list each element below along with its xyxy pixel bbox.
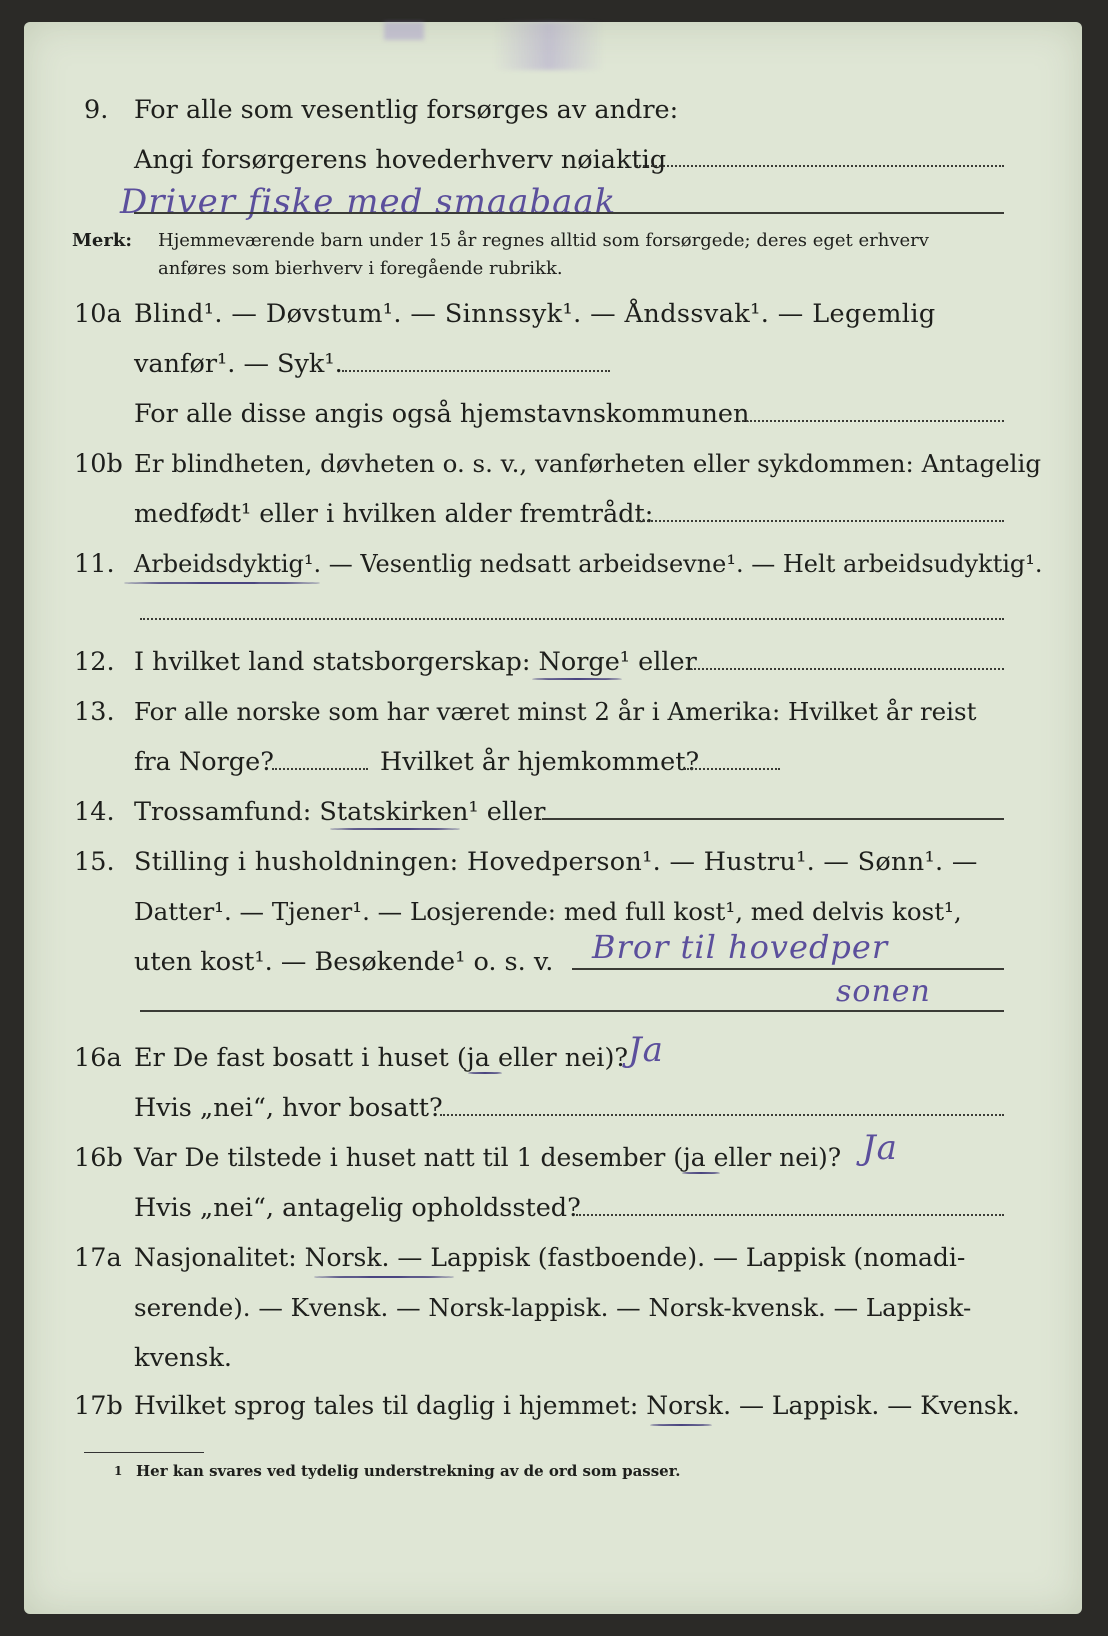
q15-handwritten-answer2: sonen (836, 974, 931, 1009)
q15-line3: uten kost¹. — Besøkende¹ o. s. v. (134, 947, 554, 977)
q16b-number: 16b (74, 1143, 123, 1173)
q13-line1: For alle norske som har været minst 2 år i Amerika: Hvilket år reist (134, 697, 977, 726)
q15-number: 15. (74, 847, 115, 877)
q15-handwritten-answer1: Bror til hovedper (592, 928, 889, 966)
q10b-line2: medfødt¹ eller i hvilken alder fremtrådt: (134, 499, 654, 529)
merk-label: Merk: (72, 230, 132, 251)
q17a-line2: serende). — Kvensk. — Norsk-lappisk. — Norsk-kvensk. — Lappisk- (134, 1293, 972, 1322)
q16a-underline-mark (468, 1072, 502, 1074)
q17b-underline-mark (650, 1424, 712, 1426)
q11-dotted-line (140, 618, 1004, 620)
q15-line1: Stilling i husholdningen: Hovedperson¹. — Hustru¹. — Sønn¹. — (134, 847, 978, 877)
q14-line1: Trossamfund: Statskirken¹ eller (134, 797, 546, 827)
q10a-line3: For alle disse angis også hjemstavnskommunen (134, 399, 750, 429)
q17a-underline-mark (314, 1276, 454, 1278)
census-form-page (24, 22, 1082, 1614)
q15-answer-line2 (140, 1010, 1004, 1012)
merk-line1: Hjemmeværende barn under 15 år regnes alltid som forsørgede; deres eget erhverv (158, 230, 929, 251)
footnote-rule (84, 1452, 204, 1453)
q16b-handwritten-answer: Ja (862, 1128, 898, 1168)
q16a-line1: Er De fast bosatt i huset (ja eller nei)? (134, 1043, 629, 1073)
ink-stamp-mark-small (384, 22, 424, 40)
q12-underline-mark (532, 678, 622, 680)
q17b-number: 17b (74, 1391, 123, 1421)
q10b-number: 10b (74, 449, 123, 479)
q9-line1: For alle som vesentlig forsørges av andre: (134, 95, 679, 125)
q13-number: 13. (74, 697, 115, 727)
q16b-line2: Hvis „nei“, antagelig opholdssted? (134, 1193, 581, 1223)
q9-dotted-line (636, 165, 1004, 167)
q14-number: 14. (74, 797, 115, 827)
q14-underline-mark (330, 828, 460, 830)
q10b-line1: Er blindheten, døvheten o. s. v., vanførheten eller sykdommen: Antagelig (134, 449, 1042, 478)
q13-line2b: Hvilket år hjemkommet? (380, 747, 700, 777)
q9-line2: Angi forsørgerens hovederhverv nøiaktig (134, 145, 667, 175)
q11-underline-mark (124, 582, 320, 584)
q15-line2: Datter¹. — Tjener¹. — Losjerende: med full kost¹, med delvis kost¹, (134, 897, 962, 926)
q11-number: 11. (74, 549, 115, 579)
q16b-line1: Var De tilstede i huset natt til 1 desember (ja eller nei)? (134, 1143, 842, 1172)
q16b-dotted-line (576, 1214, 1004, 1216)
q17a-line1: Nasjonalitet: Norsk. — Lappisk (fastboende). — Lappisk (nomadi- (134, 1243, 966, 1272)
footnote-text: Her kan svares ved tydelig understrekning av de ord som passer. (136, 1462, 681, 1480)
q13-hjem-dotted-line (684, 768, 780, 770)
q10a-number: 10a (74, 299, 122, 329)
q12-number: 12. (74, 647, 115, 677)
q10a-line2: vanfør¹. — Syk¹. (134, 349, 343, 379)
q16a-line2: Hvis „nei“, hvor bosatt? (134, 1093, 443, 1123)
footnote-mark: 1 (114, 1464, 123, 1478)
q16a-handwritten-answer: Ja (628, 1030, 664, 1070)
q17a-number: 17a (74, 1243, 122, 1273)
q17a-line3: kvensk. (134, 1343, 233, 1373)
merk-line2: anføres som bierhverv i foregående rubrikk. (158, 258, 563, 279)
q12-line1: I hvilket land statsborgerskap: Norge¹ eller (134, 647, 697, 677)
q11-line1: Arbeidsdyktig¹. — Vesentlig nedsatt arbeidsevne¹. — Helt arbeidsudyktig¹. (134, 550, 1043, 578)
q10b-dotted-line (636, 520, 1004, 522)
q10a-line1: Blind¹. — Døvstum¹. — Sinnssyk¹. — Åndssvak¹. — Legemlig (134, 299, 936, 329)
q10a-syk-dotted-line (342, 370, 610, 372)
q16a-dotted-line (440, 1114, 1004, 1116)
q12-dotted-line (686, 668, 1004, 670)
q9-number: 9. (84, 95, 109, 125)
q9-handwritten-answer: Driver fiske med smaabaak (120, 182, 617, 222)
q10a-kommune-dotted-line (742, 420, 1004, 422)
q15-answer-line1 (572, 968, 1004, 970)
q9-answer-line (134, 212, 1004, 214)
q16a-number: 16a (74, 1043, 122, 1073)
q13-line2: fra Norge? (134, 747, 274, 777)
q13-reist-dotted-line (272, 768, 368, 770)
q14-answer-line (542, 818, 1004, 820)
ink-stamp-mark (494, 22, 604, 70)
q17b-line1: Hvilket sprog tales til daglig i hjemmet: Norsk. — Lappisk. — Kvensk. (134, 1391, 1020, 1420)
q16b-underline-mark (682, 1172, 720, 1174)
